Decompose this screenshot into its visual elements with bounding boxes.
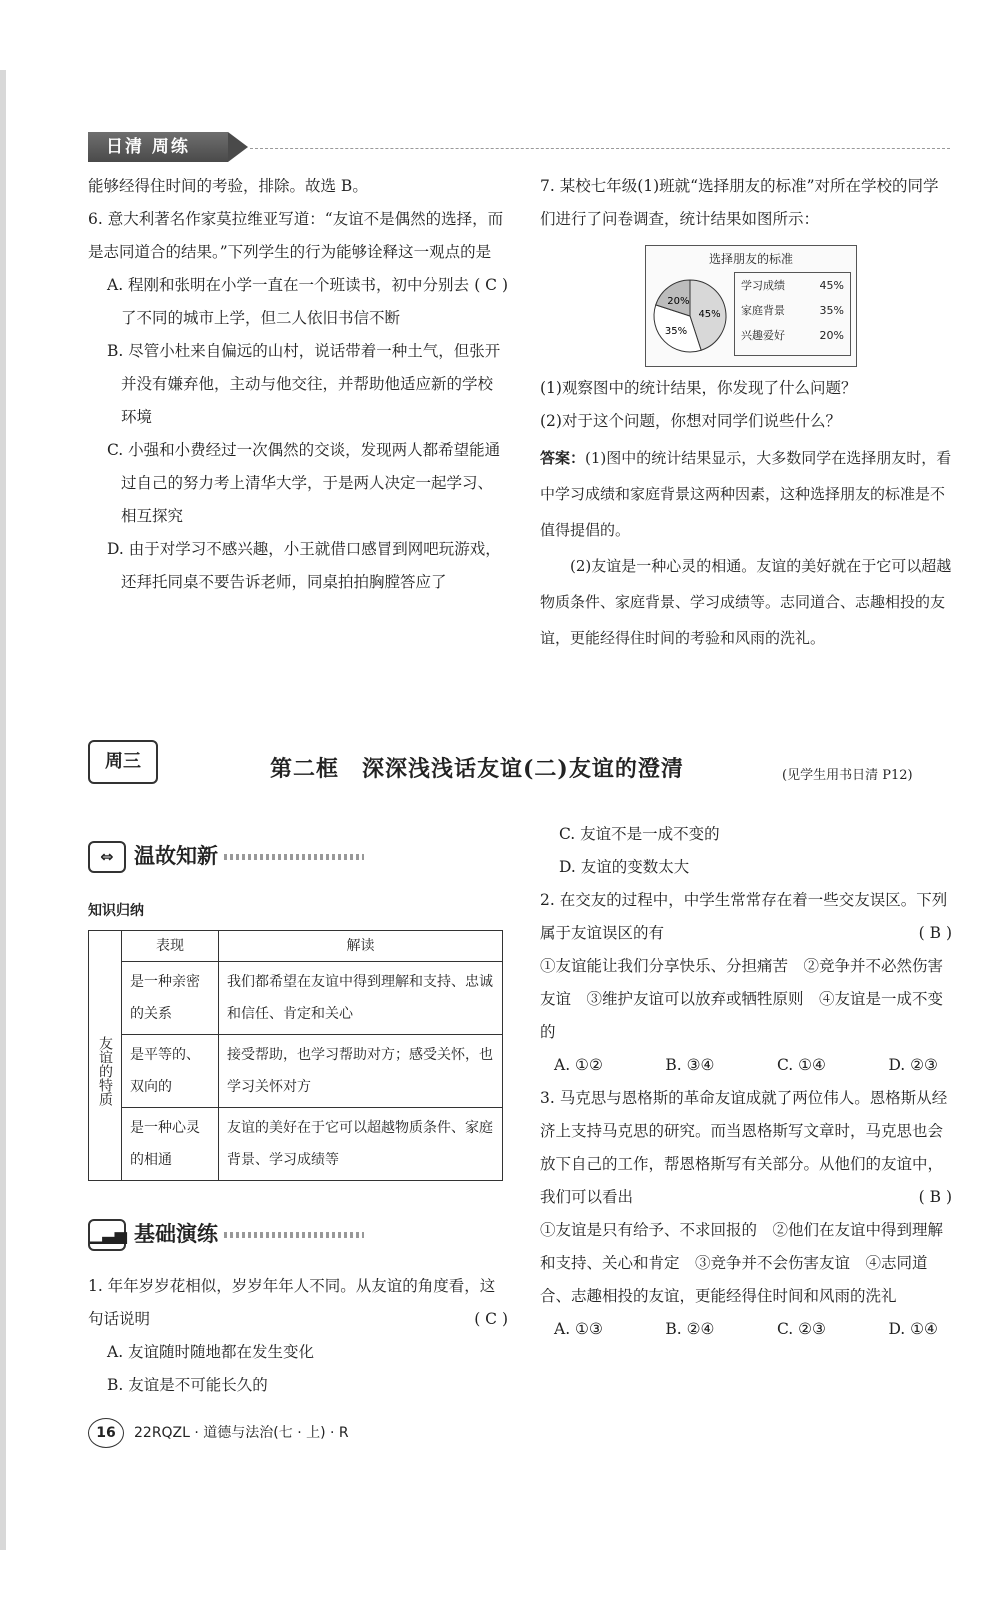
left-top-column — [88, 170, 508, 599]
header-tab: 日清 周练 — [88, 132, 228, 162]
q1-option-a: A. 友谊随时随地都在发生变化 — [107, 1343, 315, 1361]
group-cell: 友谊的特质 — [89, 962, 122, 1181]
legend-item: 学习成绩 45% — [741, 279, 844, 292]
table-row — [89, 1035, 503, 1108]
table-cell: 是平等的、双向的 — [122, 1035, 219, 1108]
q6-option-c: C. 小强和小费经过一次偶然的交谈，发现两人都希望能通过自己的努力考上清华大学，于是两人决定一起学习、相互探究 — [107, 441, 501, 525]
answer-p2: (2)友谊是一种心灵的相通。友谊的美好就在于它可以超越物质条件、家庭背景、学习成绩等。志同道合、志趣相投的友谊，更能经得住时间的考验和风雨的洗礼。 — [540, 557, 952, 647]
q6-answer: ( C ) — [474, 276, 508, 294]
right-bottom-column — [540, 818, 952, 1346]
section-reference: (见学生用书日清 P12) — [782, 768, 913, 783]
q1-option-d: D. 友谊的变数太大 — [559, 858, 690, 876]
footer — [88, 1418, 349, 1448]
arrows-icon: ⇔ — [88, 841, 126, 873]
knowledge-summary-label: 知识归纳 — [88, 903, 144, 919]
table-row — [89, 962, 503, 1035]
legend-item: 兴趣爱好 20% — [741, 329, 844, 342]
q3-items: ①友谊是只有给予、不求回报的 ②他们在友谊中得到理解和支持、关心和肯定 ③竞争并不会伤害友谊 ④志同道合、志趣相投的友谊，更能经得住时间和风雨的洗礼 — [540, 1221, 944, 1305]
week-badge: 周三 — [88, 740, 158, 784]
q2-choices: A. ①② B. ③④ C. ①④ D. ②③ — [554, 1056, 938, 1074]
chart-title: 选择朋友的标准 — [708, 252, 793, 266]
practice-q1 — [88, 1270, 508, 1402]
q7-sub2: (2)对于这个问题，你想对同学们说些什么？ — [540, 412, 841, 430]
table-cell: 我们都希望在友谊中得到理解和支持、忠诚和信任、肯定和关心 — [219, 962, 503, 1035]
book-code: 22RQZL · 道德与法治(七 · 上) · R — [134, 1425, 349, 1441]
q3-answer: ( B ) — [918, 1188, 952, 1206]
q7-subquestions — [540, 372, 952, 438]
col-header: 解读 — [219, 931, 503, 962]
header-divider — [250, 148, 950, 149]
pie-label-1: 35% — [664, 326, 688, 338]
q1-option-b: B. 友谊是不可能长久的 — [107, 1376, 268, 1394]
answer-p1: 答案：(1)图中的统计结果显示，大多数同学在选择朋友时，看中学习成绩和家庭背景这两种因素，这种选择朋友的标准是不值得提倡的。 — [540, 449, 952, 539]
page-edge-shadow — [0, 70, 6, 1550]
q3-choices: A. ①③ B. ②④ C. ②③ D. ①④ — [554, 1320, 938, 1338]
q3-stem: 3. 马克思与恩格斯的革命友谊成就了两位伟人。恩格斯从经济上支持马克思的研究。而当恩格斯写文章时，马克思也会放下自己的工作，帮恩格斯写有关部分。从他们的友谊中，我们可以看出 ( B ) — [540, 1082, 952, 1214]
pie-label-2: 20% — [667, 295, 690, 307]
legend-item: 家庭背景 35% — [741, 304, 844, 317]
table-cell: 友谊的美好在于它可以超越物质条件、家庭背景、学习成绩等 — [219, 1108, 503, 1181]
q6-option-a: A. 程刚和张明在小学一直在一个班读书，初中分别去了不同的城市上学，但二人依旧书信不断 — [107, 276, 470, 327]
q1-stem: 1. 年年岁岁花相似，岁岁年年人不同。从友谊的角度看，这句话说明 ( C ) — [88, 1270, 508, 1336]
table-cell: 是一种亲密的关系 — [122, 962, 219, 1035]
q1-option-c: C. 友谊不是一成不变的 — [559, 825, 720, 843]
q6-option-d: D. 由于对学习不感兴趣，小王就借口感冒到网吧玩游戏，还拜托同桌不要告诉老师，同桌拍拍胸膛答应了 — [107, 540, 501, 591]
review-band: ⇔ 温故知新 — [88, 836, 364, 876]
bar-chart-icon: ▁▃▅ — [88, 1219, 126, 1251]
pie-chart-box — [645, 245, 857, 367]
q7-stem: 7. 某校七年级(1)班就“选择朋友的标准”对所在学校的同学们进行了问卷调查，统计结果如图所示： — [540, 177, 939, 228]
q7-sub1: (1)观察图中的统计结果，你发现了什么问题？ — [540, 379, 857, 397]
col-header: 表现 — [122, 931, 219, 962]
table-cell: 是一种心灵的相通 — [122, 1108, 219, 1181]
table-header-row — [89, 931, 503, 962]
q1-answer: ( C ) — [474, 1310, 508, 1328]
q6-option-b: B. 尽管小杜来自偏远的山村，说话带着一种土气，但张开并没有嫌弃他，主动与他交往，并帮助他适应新的学校环境 — [107, 342, 501, 426]
practice-band: ▁▃▅ 基础演练 — [88, 1214, 364, 1254]
q2-answer: ( B ) — [918, 924, 952, 942]
chart-legend — [734, 272, 851, 356]
answer-tag: 答案： — [540, 449, 586, 467]
continued-line: 能够经得住时间的考验，排除。故选 B。 — [88, 177, 368, 195]
knowledge-table — [88, 930, 503, 1181]
pie-label-0: 45% — [698, 308, 721, 320]
section-title: 第二框 深深浅浅话友谊(二)友谊的澄清 — [270, 756, 684, 782]
pie-chart — [650, 276, 730, 356]
q6-stem: 6. 意大利著名作家莫拉维亚写道：“友谊不是偶然的选择，而是志同道合的结果。”下列学生的行为能够诠释这一观点的是 ( C ) — [88, 203, 508, 269]
q2-stem: 2. 在交友的过程中，中学生常常存在着一些交友误区。下列属于友谊误区的有 ( B ) — [540, 884, 952, 950]
page-number: 16 — [88, 1418, 124, 1448]
q7-answer-block — [540, 440, 952, 656]
table-row — [89, 1108, 503, 1181]
table-cell: 接受帮助，也学习帮助对方；感受关怀，也学习关怀对方 — [219, 1035, 503, 1108]
q2-items: ①友谊能让我们分享快乐、分担痛苦 ②竞争并不必然伤害友谊 ③维护友谊可以放弃或牺牲原则 ④友谊是一成不变的 — [540, 957, 944, 1041]
